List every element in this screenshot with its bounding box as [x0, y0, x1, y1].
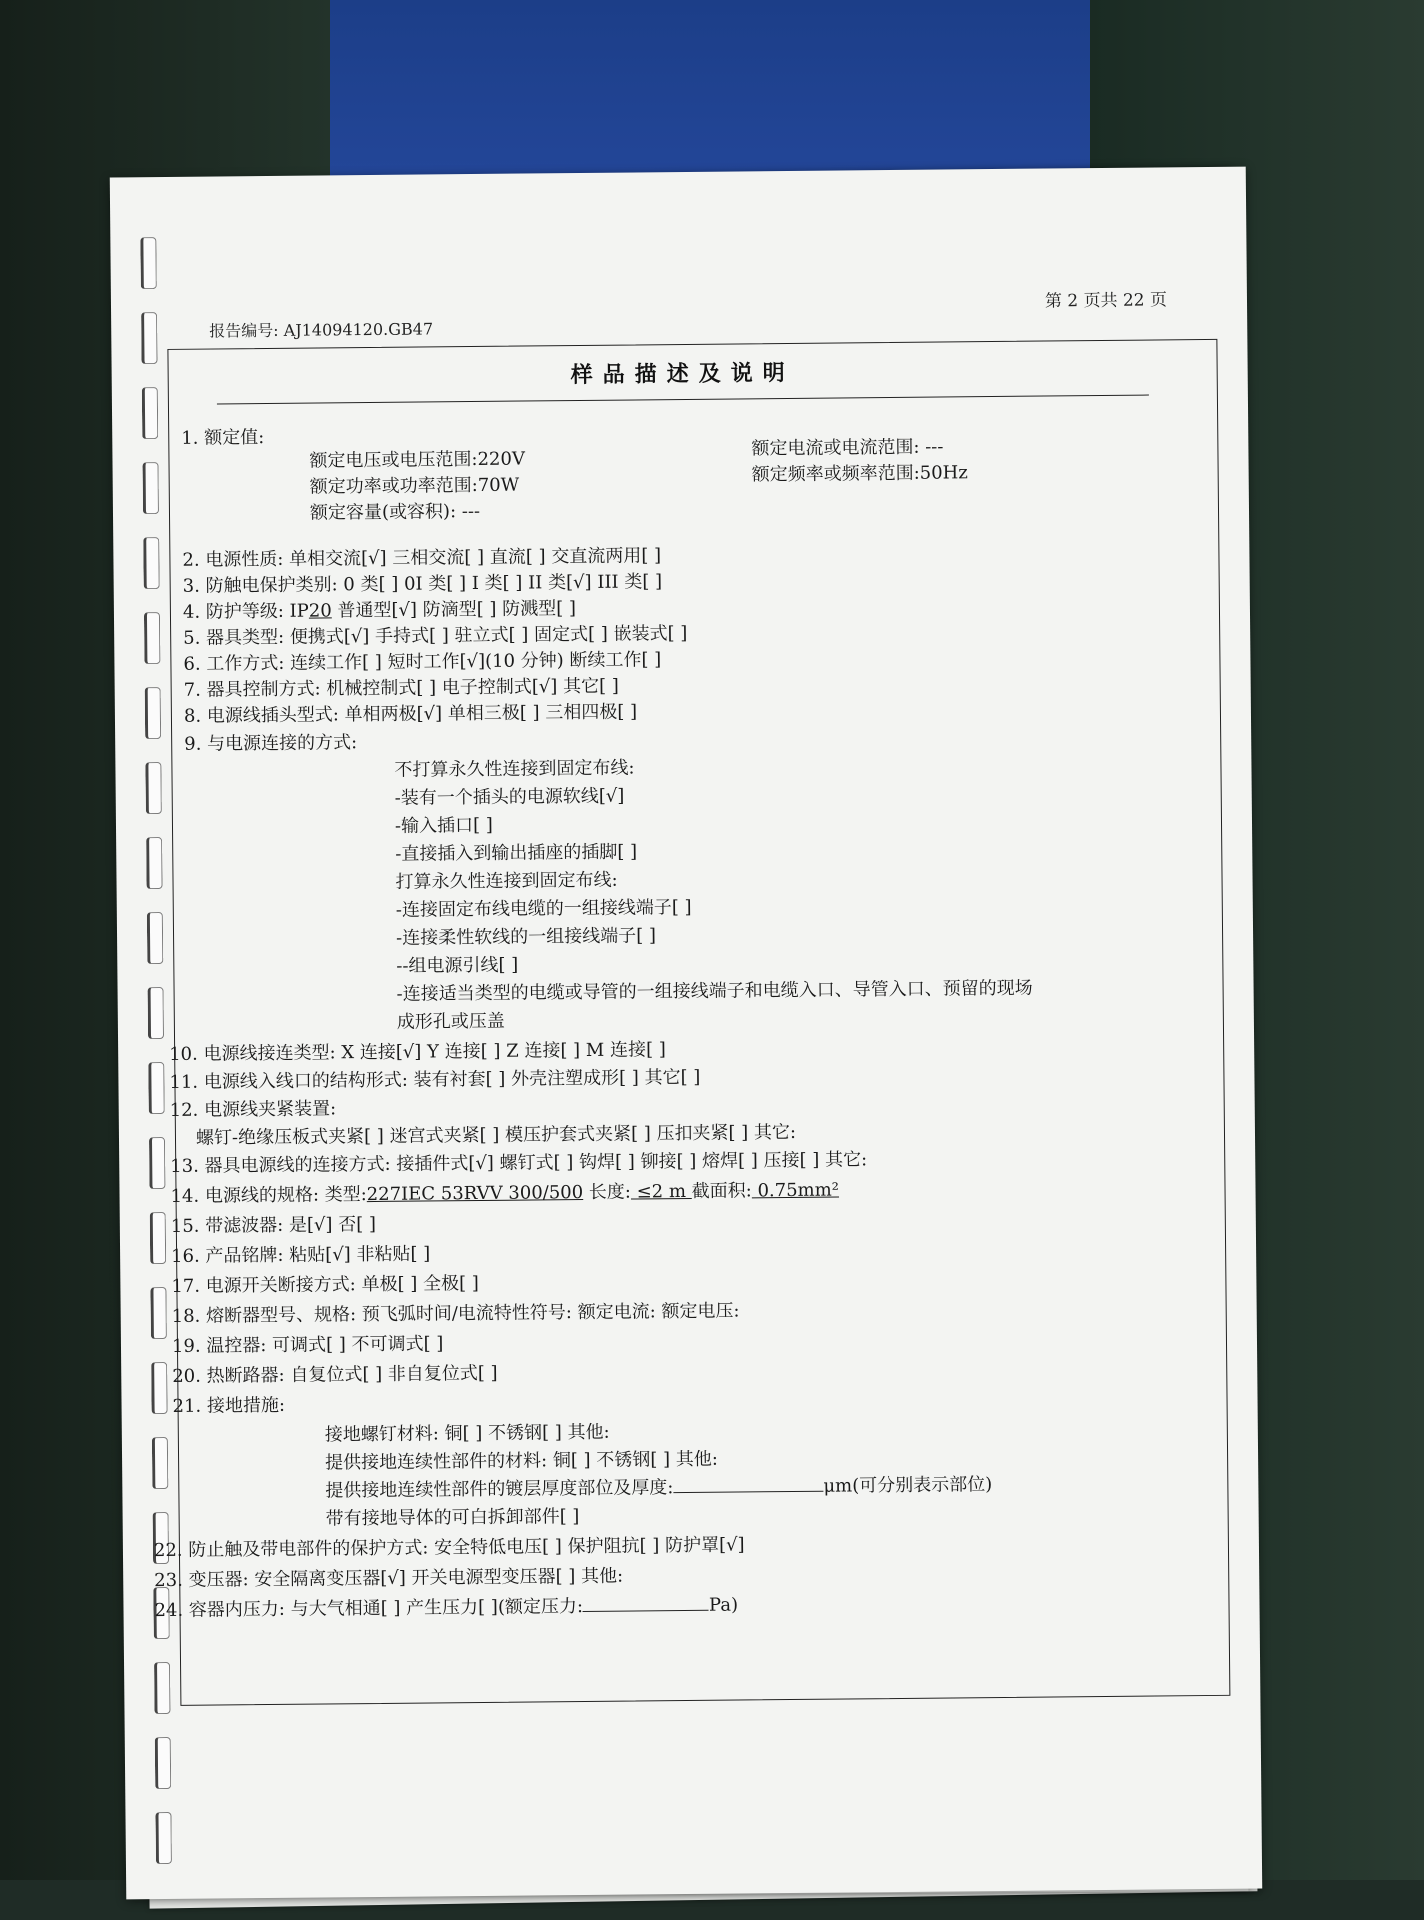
binding-hole — [148, 1062, 164, 1114]
binding-hole — [145, 762, 161, 814]
item-9: 9. 与电源连接的方式: — [184, 732, 358, 755]
item-9-option-a1: -装有一个插头的电源软线[√] — [394, 785, 625, 809]
item-21: 21. 接地措施: — [172, 1394, 286, 1417]
binding-hole — [142, 462, 158, 514]
binding-hole — [140, 237, 156, 289]
binding-hole — [150, 1287, 166, 1339]
item-22: 22. 防止触及带电部件的保护方式: 安全特低电压[ ] 保护阻抗[ ] 防护罩[√] — [153, 1534, 745, 1562]
item-17: 17. 电源开关断接方式: 单极[ ] 全极[ ] — [171, 1273, 479, 1297]
binding-hole — [152, 1437, 168, 1489]
item-9-permanent: 打算永久性连接到固定布线: — [395, 869, 618, 893]
item-14 — [170, 1176, 839, 1208]
item-24-label: 24. 容器内压力: 与大气相通[ ] 产生压力[ ](额定压力: — [154, 1596, 584, 1622]
item-9-option-b2: -连接柔性软线的一组接线端子[ ] — [395, 925, 657, 949]
item-21-material: 提供接地连续性部件的材料: 铜[ ] 不锈钢[ ] 其他: — [325, 1448, 719, 1474]
item-9-option-a2: -输入插口[ ] — [394, 814, 493, 837]
item-24-unit: Pa) — [708, 1594, 739, 1616]
item-15: 15. 带滤波器: 是[√] 否[ ] — [170, 1213, 377, 1237]
rated-current: 额定电流或电流范围: --- — [751, 436, 944, 460]
binding-hole — [143, 537, 159, 589]
item-4-prefix: 4. 防护等级: IP — [182, 600, 309, 623]
item-21-screw: 接地螺钉材料: 铜[ ] 不锈钢[ ] 其他: — [324, 1421, 610, 1446]
item-23: 23. 变压器: 安全隔离变压器[√] 开关电源型变压器[ ] 其他: — [154, 1565, 624, 1592]
binding-hole — [150, 1212, 166, 1264]
binding-hole — [145, 687, 161, 739]
rated-frequency: 额定频率或频率范围:50Hz — [751, 462, 968, 486]
item-9-option-b4: -连接适当类型的电缆或导管的一组接线端子和电缆入口、导管入口、预留的现场 — [396, 977, 1033, 1005]
coating-blank — [673, 1475, 823, 1493]
item-12: 12. 电源线夹紧装置: — [169, 1098, 337, 1121]
binding-hole — [151, 1362, 167, 1414]
binding-hole — [141, 312, 157, 364]
item-21-detachable: 带有接地导体的可白拆卸部件[ ] — [325, 1506, 580, 1530]
binding-hole — [149, 1137, 165, 1189]
item-9-option-b4-cont: 成形孔或压盖 — [396, 1010, 505, 1033]
item-4-options: 普通型[√] 防滴型[ ] 防溅型[ ] — [331, 598, 577, 622]
item-4 — [183, 594, 576, 624]
binding-hole — [155, 1737, 171, 1789]
item-9-nonpermanent: 不打算永久性连接到固定布线: — [394, 757, 635, 781]
item-2: 2. 电源性质: 单相交流[√] 三相交流[ ] 直流[ ] 交直流两用[ ] — [182, 545, 662, 571]
item-8: 8. 电源线插头型式: 单相两极[√] 单相三极[ ] 三相四极[ ] — [183, 701, 638, 727]
item-9-option-a3: -直接插入到输出插座的插脚[ ] — [395, 841, 638, 865]
rated-capacity: 额定容量(或容积): --- — [309, 500, 481, 524]
item-24 — [154, 1591, 738, 1623]
item-21-coating — [325, 1470, 992, 1502]
item-18: 18. 熔断器型号、规格: 预飞弧时间/电流特性符号: 额定电流: 额定电压: — [171, 1300, 740, 1327]
item-10: 10. 电源线接连类型: X 连接[√] Y 连接[ ] Z 连接[ ] M 连接[ ] — [169, 1039, 666, 1065]
item-11: 11. 电源线入线口的结构形式: 装有衬套[ ] 外壳注塑成形[ ] 其它[ ] — [169, 1066, 701, 1093]
item-14-prefix: 14. 电源线的规格: 类型: — [170, 1184, 367, 1207]
binding-hole — [147, 912, 163, 964]
cord-length-label: 长度: — [583, 1181, 632, 1203]
cord-type: 227IEC 53RVV 300/500 — [366, 1181, 584, 1206]
table-title: 样品描述及说明 — [216, 341, 1148, 405]
item-3: 3. 防触电保护类别: 0 类[ ] 0I 类[ ] I 类[ ] II 类[√] III 类[ ] — [182, 571, 663, 597]
item-5: 5. 器具类型: 便携式[√] 手持式[ ] 驻立式[ ] 固定式[ ] 嵌装式[ ] — [183, 622, 688, 649]
ip-rating: 20 — [308, 600, 332, 622]
cord-length: ≤2 m — [630, 1180, 692, 1203]
rated-power: 额定功率或功率范围:70W — [309, 474, 520, 498]
item-9-option-b3: --组电源引线[ ] — [396, 954, 519, 977]
pressure-blank — [583, 1594, 709, 1612]
item-21-coating-unit: μm(可分别表示部位) — [823, 1474, 993, 1497]
item-9-option-b1: -连接固定布线电缆的一组接线端子[ ] — [395, 896, 692, 921]
cord-area: 0.75mm² — [751, 1179, 840, 1202]
description-table — [153, 339, 1230, 1706]
page-number: 第 2 页共 22 页 — [1044, 290, 1168, 312]
binding-hole — [144, 612, 160, 664]
item-7: 7. 器具控制方式: 机械控制式[ ] 电子控制式[√] 其它[ ] — [183, 675, 619, 701]
item-21-coating-label: 提供接地连续性部件的镀层厚度部位及厚度: — [325, 1477, 674, 1502]
report-number: 报告编号: AJ14094120.GB47 — [209, 319, 434, 341]
cord-area-label: 截面积: — [691, 1180, 752, 1202]
binding-hole — [142, 387, 158, 439]
document-page — [110, 167, 1262, 1900]
rated-voltage: 额定电压或电压范围:220V — [309, 448, 526, 472]
item-6: 6. 工作方式: 连续工作[ ] 短时工作[√](10 分钟) 断续工作[ ] — [183, 649, 662, 675]
item-16: 16. 产品铭牌: 粘贴[√] 非粘贴[ ] — [171, 1243, 431, 1267]
item-20: 20. 热断路器: 自复位式[ ] 非自复位式[ ] — [172, 1362, 498, 1387]
item-12-options: 螺钉-绝缘压板式夹紧[ ] 迷宫式夹紧[ ] 模压护套式夹紧[ ] 压扣夹紧[ ] 其它: — [195, 1121, 797, 1149]
binding-hole — [155, 1812, 171, 1864]
item-1: 1. 额定值: — [181, 427, 265, 449]
binding-hole — [148, 987, 164, 1039]
binding-hole — [146, 837, 162, 889]
item-13: 13. 器具电源线的连接方式: 接插件式[√] 螺钉式[ ] 钩焊[ ] 铆接[ ] 熔焊[ ] 压接[ ] 其它: — [170, 1149, 868, 1177]
item-19: 19. 温控器: 可调式[ ] 不可调式[ ] — [171, 1333, 444, 1357]
binding-hole — [154, 1662, 170, 1714]
